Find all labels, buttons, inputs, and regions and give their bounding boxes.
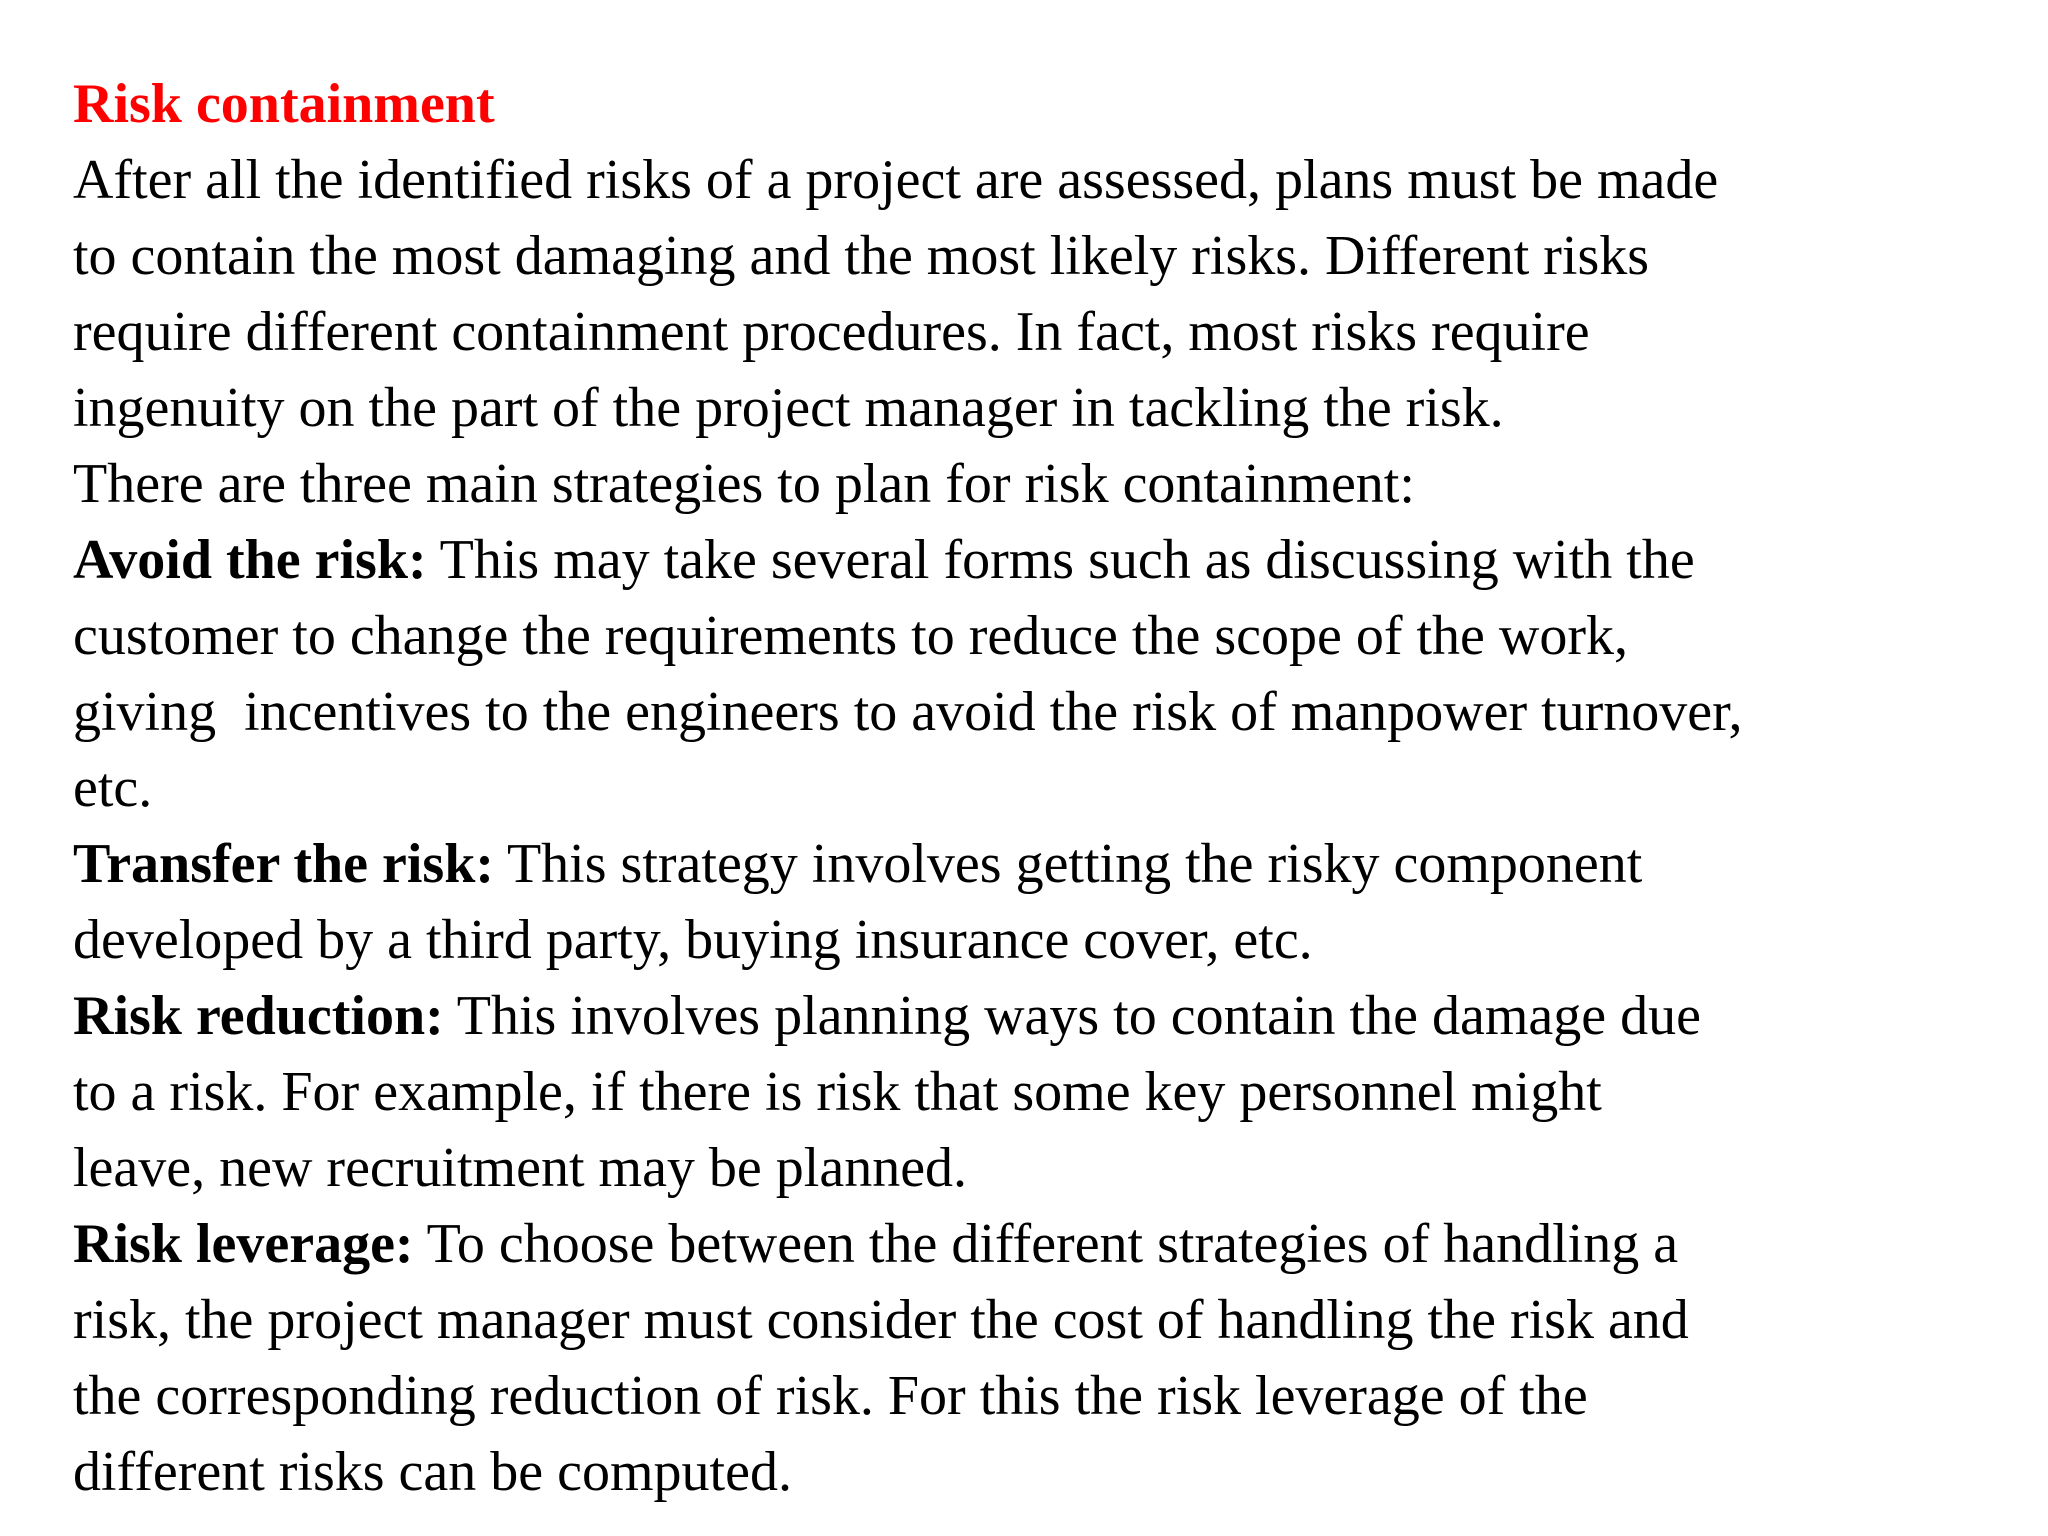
avoid-paragraph-line — [73, 522, 2033, 598]
reduction-term: Risk reduction: — [73, 985, 444, 1047]
leverage-text-line: different risks can be computed. — [73, 1441, 792, 1503]
strategies-intro: There are three main strategies to plan for risk containment: — [73, 453, 1415, 515]
leverage-text-line: the corresponding reduction of risk. For this the risk leverage of the — [73, 1365, 1588, 1427]
leverage-text: To choose between the different strategies of handling a — [413, 1213, 1679, 1275]
intro-line: ingenuity on the part of the project manager in tackling the risk. — [73, 377, 1504, 439]
leverage-paragraph-line — [73, 1206, 2033, 1282]
reduction-paragraph-line — [73, 978, 2033, 1054]
slide-title: Risk containment — [73, 73, 495, 135]
leverage-text-line: risk, the project manager must consider the cost of handling the risk and — [73, 1289, 1689, 1351]
reduction-text-line: to a risk. For example, if there is risk that some key personnel might — [73, 1061, 1602, 1123]
avoid-text-line: etc. — [73, 757, 153, 819]
leverage-term: Risk leverage: — [73, 1213, 414, 1275]
intro-line: require different containment procedures. In fact, most risks require — [73, 301, 1590, 363]
intro-line: After all the identified risks of a project are assessed, plans must be made — [73, 149, 1719, 211]
transfer-paragraph-line — [73, 826, 2033, 902]
avoid-term: Avoid the risk: — [73, 529, 427, 591]
intro-line: to contain the most damaging and the most likely risks. Different risks — [73, 225, 1650, 287]
reduction-text: This involves planning ways to contain the damage due — [443, 985, 1701, 1047]
transfer-text-line: developed by a third party, buying insurance cover, etc. — [73, 909, 1313, 971]
avoid-text-line: giving incentives to the engineers to avoid the risk of manpower turnover, — [73, 681, 1743, 743]
reduction-text-line: leave, new recruitment may be planned. — [73, 1137, 968, 1199]
slide-content — [73, 66, 2033, 1510]
transfer-term: Transfer the risk: — [73, 833, 494, 895]
avoid-text-line: customer to change the requirements to reduce the scope of the work, — [73, 605, 1628, 667]
transfer-text: This strategy involves getting the risky component — [493, 833, 1643, 895]
avoid-text: This may take several forms such as discussing with the — [426, 529, 1695, 591]
